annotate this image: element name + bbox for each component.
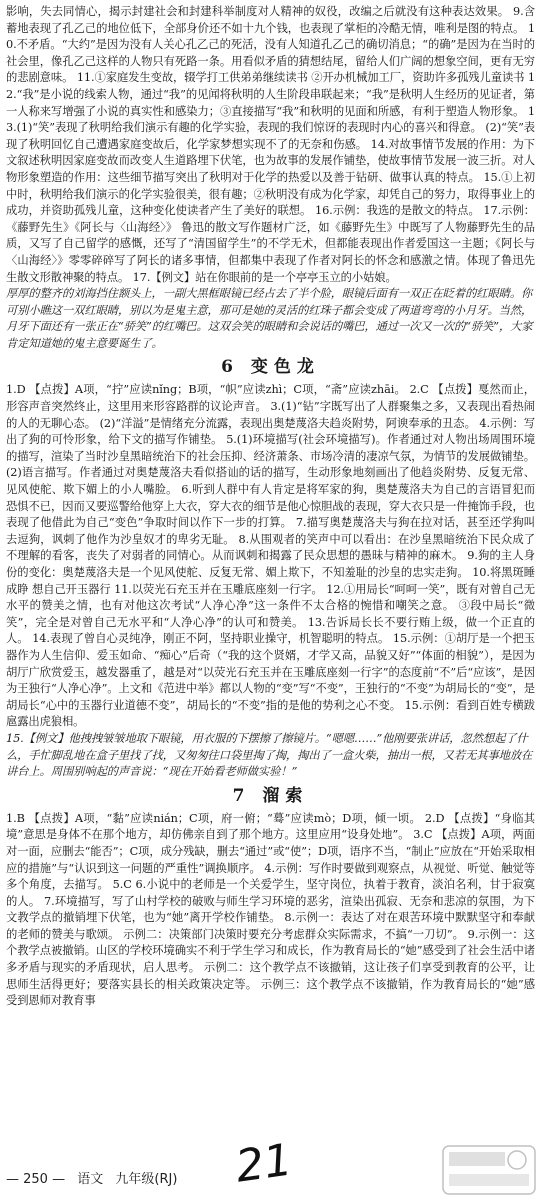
example-essay-17: 厚厚的整齐的刘海挡住额头上，一副大黑框眼镜已经占去了半个脸，眼镜后面有一双正在眨着的红眼睛。你可别小瞧这一双红眼睛，别以为是鬼主意，那可是她的灵活的红珠子都会变成了两道弯弯的小月牙。当然，月牙下面还有一张正在“骄笑”的红嘴巴。这双会笑的眼睛和会说话的嘴巴，通过一次又一次的“骄笑”，大家肯定知道她的鬼主意要诞生了。	[6, 287, 533, 350]
answer-block-section-6: 1.D 【点拨】A项，“拧”应读nǐng；B项，“帜”应读zhì；C项，“斋”应读zhāi。 2.C 【点拨】戛然而止，形容声音突然终止，这里用来形容路群的议论声音。 3.(1)“钻”字既写出了人群聚集之多，又表现出看热闹的人的无聊心态。 (2)“洋溢”是情绪充分流露，表现出奥楚蔑洛夫趋炎附势，阿谀奉承的丑态。 4.示例：写出了狗的可怜形象，给下文的描写作铺垫。 5.(1)环境描写(社会环境描写)。作者通过对人物出场周围环境的描写，渲染了当时沙皇黑暗统治下的社会压抑、经济萧条、市场冷清的凄凉气氛，为情节的发展做铺垫。 (2)语言描写。作者通过对奥楚蔑洛夫看似搭讪的话的描写，生动形象地刻画出了他趋炎附势、反复无常、见风使舵、欺下媚上的小人嘴脸。 6.听到人群中有人肯定是将军家的狗，奥楚蔑洛夫为自己的言语冒犯而恐惧不已，因而又要巡警给他穿上大衣，穿大衣的细节是他心惊胆战的表现，穿大衣只是一件掩饰手段，也表现了他借此为自己“变色”争取时间以作下一步的打算。 7.描写奥楚蔑洛夫与狗在拉对话，甚至还学狗叫去逗狗，讽刺了他作为沙皇奴才的卑劣无耻。 8.从围观者的笑声中可以看出：在沙皇黑暗统治下民众成了不理解的看客，丧失了对弱者的同情心。从而讽刺和揭露了民众思想的愚昧与精神的麻木。 9.狗的主人身份的变化：奥楚蔑洛夫是一个见风使舵、反复无常、媚上欺下，不知羞耻的沙皇的忠实走狗。 10.将黑斑睡成睁 想自己开玉器行 11.以荧光石充玉并在玉雕底座刻一行字。 12.①用局长“呵呵一笑”，既有对曾自己无水平的赞美之情，也有对他这次考试“人净心净”这一条件不太合格的惋惜和嘲笑之意。 ③段中局长“微笑”，完全是对曾自己无水平和“人净心净”的认可和赞美。 13.告诉局长长不要行贿上级，做一个正直的人。 14.表现了曾自心灵纯净，刚正不阿，坚持职业操守，机智聪明的特点。 15.示例：①胡厅是一个把玉器作为人生信仰、爱玉如命、“痴心”后奇（“我的这个贤婿，才学又高，品貌又好”“体面的相貌”），是因为胡厅广欣赏爱玉，越发器重了，越是对“以荧光石充玉并在玉雕底座刻一行字”的态度前“不”后“应该”，是因为王独行“人净心净”。上文和《范进中举》都以人物的“变”写“不变”，王独行的“不变”为胡局长的“变”，是胡局长“心中的玉器行业道德不变”，胡局长的“不变”指的是他的势利之心不变。 15.示例：看到百姓专横跋扈露出虎狼相。	[6, 383, 535, 729]
section-title-text: 变色龙	[250, 357, 320, 378]
subject-label: 语文	[77, 1172, 104, 1187]
section-heading-7	[6, 783, 535, 809]
page-footer: — 250 — 语文 九年级(RJ)	[6, 1172, 178, 1187]
section-heading-6	[6, 354, 535, 380]
section-title-text: 溜索	[262, 785, 309, 806]
example-essay-15: 15.【例文】他拽拽皱皱地取下眼镜，用衣服的下摆擦了擦镜片。“嗯嗯……”他刚要张讲话，忽然想起了什么，手忙脚乱地在盒子里找了找，又匆匆往口袋里掏了掏，掏出了一盒火柴，抽出一根，又若无其事地放在讲台上。周围别响起的声音说：“现在开始看老师做实验！”	[6, 731, 533, 779]
answer-block-section-7: 1.B 【点拨】A项，“黏”应读nián；C项，府一俯；“蓦”应读mò；D项，倾一顷。 2.D 【点拨】“身临其境”意思是身体不在那个地方，却仿佛亲自到了那个地方。这里应用“设身处地”。 3.C 【点拨】A项，两面对一面，应删去“能否”；C项，成分残缺，删去“通过”或“使”；D项，语序不当，“制止”应放在“开始采取相应的措施”与“认识到这一问题的严重性”调换顺序。 4.示例：写作时要做到观察点，从视觉、听觉、触觉等多个角度，去描写。 5.C 6.小说中的老师是一个关爱学生，坚守岗位，执着于教育，淡泊名利，甘于寂寞的人。 7.环境描写，写了山村学校的破败与师生学习环境的恶劣，渲染出孤寂、无奈和悲凉的氛围，为下文教学点的撤销埋下伏笔，也为“她”离开学校作铺垫。 8.示例一：表达了对在艰苦环境中默默坚守和奉献的老师的赞美与歌颂。 示例二：决策部门决策时要充分考虑群众实际需求，不搞“一刀切”。 9.示例一：这个教学点被撤销。山区的学校环境确实不利于学生学习和成长，作为教育局长的“她”感受到了社会生活中诸多矛盾与现实的矛盾现状，启人思考。 示例二：这个教学点不该撤销，这让孩子们享受到教育的公平，让思师生活得更好；要落实县长的相关政策决定等。 示例三：这个教学点不该撤销，作为教育局长的“她”感受到恩师对教育事	[6, 811, 535, 1008]
page-number: 250	[23, 1172, 48, 1187]
answer-block-section-5: 影响，失去同情心，揭示封建社会和封建科举制度对人精神的奴役，改编之后就没有这种表达效果。 9.含蓄地表现了孔乙己的地位低下，全部身价还不如十九个钱，也表现了掌柜的冷酷无情，唯利是图的特点。 10.不矛盾。“大约”是因为没有人关心孔乙己的死活，没有人知道孔乙己的确切消息；“的确”是因为在当时的社会里，像孔乙己这样的人物只有死路一条。用看似矛盾的猜想结尾，留给人们广阔的想象空间，更有无穷的悲剧意味。 11.①家庭发生变故，辍学打工供弟弟继续读书 ②开办机械加工厂，资助许多孤残儿童读书 12.“我”是小说的线索人物，通过“我”的见闻将秋明的人生阶段串联起来；“我”是秋明人生经历的见证者，第一人称来写增强了小说的真实性和感染力；③直接描写“我”和秋明的见面和所感，有利于塑造人物形象。 13.(1)“笑”表现了秋明给我们演示有趣的化学实验，表现的我们惊讶的表现时内心的喜兴和得意。 (2)“笑”表现了秋明回忆自己遭遇家庭变故后，化学家梦想实现不了的无奈和伤感。 14.对故事情节发展的作用：为下文叙述秋明因家庭变故而改变人生道路埋下伏笔，也为故事的发展作铺垫，使故事情节发展一波三折。对人物形象塑造的作用：这些细节描写突出了秋明对于化学的热爱以及善于钻研、做事认真的特点。 15.①上初中时，秋明给我们演示的化学实验很美，很有趣；②秋明没有成为化学家，却凭自己的努力，取得事业上的成功，并资助孤残儿童，这种变化使读者产生了美好的联想。 16.示例：我选的是散文的特点。 17.示例：《藤野先生》《阿长与〈山海经〉》 鲁迅的散文写作题材广泛，如《藤野先生》中既写了人物藤野先生的品质，又写了自己留学的感慨，还写了“清国留学生”的不学无术，但都能表现出作者爱国这一主题；《阿长与〈山海经〉》零零碎碎写了阿长的诸多事情，但都集中表现了作者对阿长的怀念和感激之情。体现了鲁迅先生散文形散神聚的特点。 17.【例文】站在你眼前的是一个亭亭玉立的小姑娘。	[6, 5, 535, 284]
handwritten-note: 21	[232, 1134, 296, 1193]
section-number: 6	[221, 357, 239, 378]
answer-page	[6, 4, 535, 1164]
watermark-logo	[441, 1144, 537, 1196]
grade-label: 九年级(RJ)	[115, 1172, 178, 1187]
section-number: 7	[232, 785, 251, 806]
